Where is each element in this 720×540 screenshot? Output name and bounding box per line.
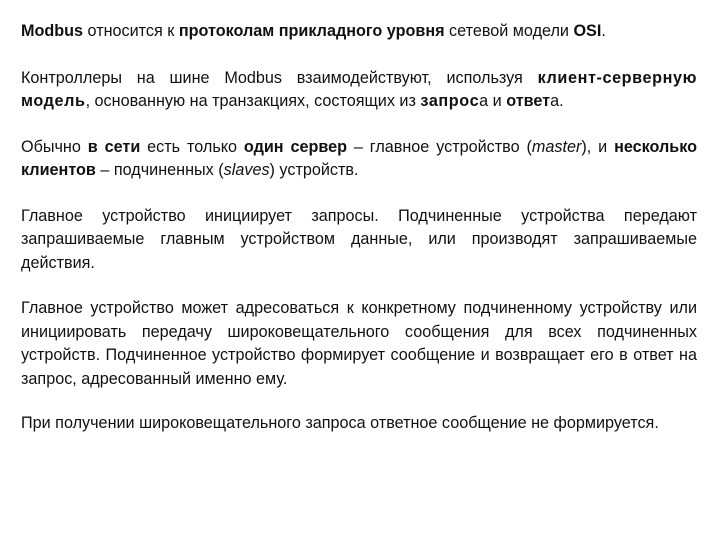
- text-segment: сетевой модели: [444, 22, 574, 40]
- term-request: запрос: [420, 92, 480, 110]
- text-segment: Обычно: [21, 137, 88, 156]
- term-client-server-model: клиент-серверную модель: [21, 68, 697, 110]
- term-one-server: один сервер: [243, 137, 347, 156]
- term-in-network: в сети: [87, 137, 141, 156]
- text-segment: относится к: [83, 22, 179, 40]
- term-application-protocols: протоколам прикладного уровня: [178, 22, 445, 40]
- text-segment: есть только: [140, 137, 244, 156]
- paragraph-master-requests: Главное устройство инициирует запросы. Подчиненные устройства передают запрашиваемые главным устройством данные, или производят запрашиваемые действия.: [21, 206, 697, 272]
- text-segment: – главное устройство (: [347, 137, 532, 156]
- paragraph-modbus-osi: [21, 20, 697, 44]
- paragraph-broadcast-no-response: При получении широковещательного запроса ответное сообщение не формируется.: [21, 414, 659, 432]
- term-several-clients: несколько клиентов: [21, 137, 698, 179]
- text-segment: а.: [550, 92, 564, 110]
- text-segment: .: [601, 22, 606, 40]
- paragraph-broadcast-addressing: Главное устройство может адресоваться к конкретному подчиненному устройству или инициировать передачу широковещательного сообщения для всех подчиненных устройств. Подчиненное устройство формирует сообщение и возвращает его в ответ на запрос, адресованный именно ему.: [21, 299, 697, 388]
- text-segment: , основанную на транзакциях, состоящих из: [85, 92, 421, 110]
- term-slaves: slaves: [223, 161, 270, 179]
- text-segment: Контроллеры на шине Modbus взаимодействуют, используя: [21, 68, 538, 87]
- text-segment: ) устройств.: [269, 161, 359, 179]
- term-osi: OSI: [573, 22, 602, 40]
- term-master: master: [531, 137, 582, 156]
- text-segment: – подчиненных (: [95, 161, 224, 179]
- text-segment: а и: [479, 92, 507, 110]
- term-response: ответ: [506, 92, 551, 110]
- paragraph-client-server: [21, 67, 697, 114]
- term-modbus: Modbus: [21, 22, 84, 40]
- text-segment: ), и: [581, 137, 615, 156]
- document-page: [21, 12, 697, 436]
- paragraph-master-slaves: [21, 136, 697, 183]
